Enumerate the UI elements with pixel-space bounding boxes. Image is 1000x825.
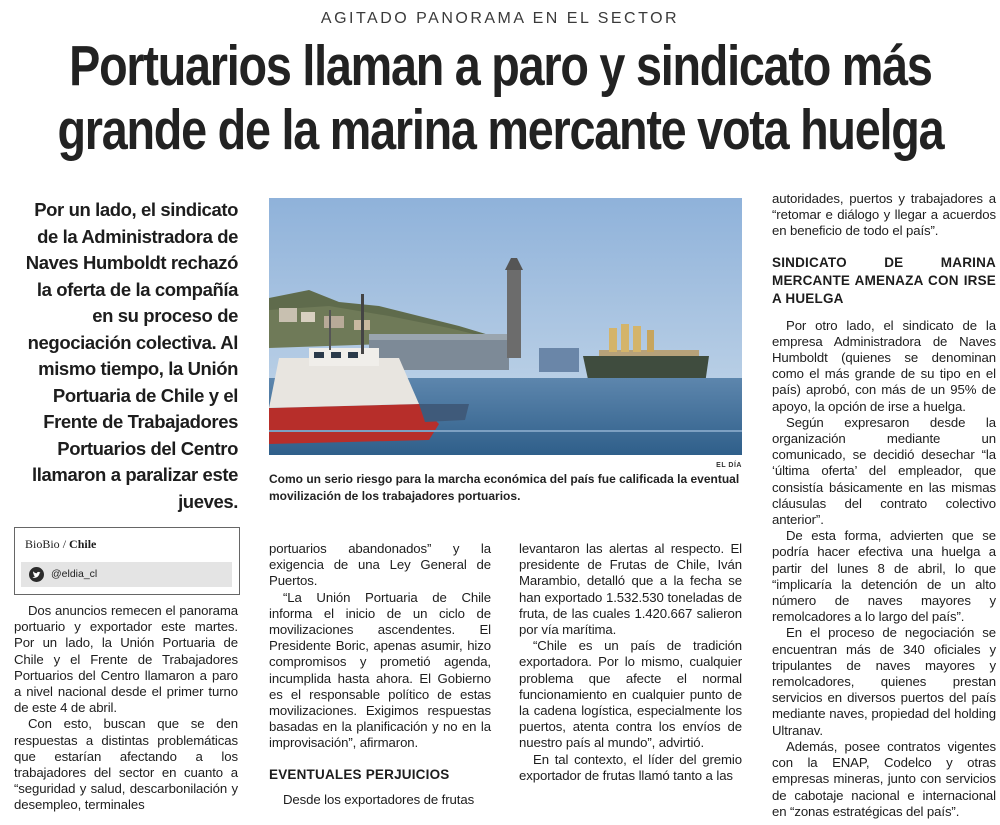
lede: Por un lado, el sindicato de la Administradora de Naves Humboldt rechazó la oferta de la compañía en su proceso de negociación colectiva. Al mismo tiempo, la Unión Portuaria de Chile y el Frente de Trabajadores Portuarios del Centro llamaron a paralizar este jueves.: [25, 199, 238, 512]
paragraph: levantaron las alertas al respecto. El presidente de Frutas de Chile, Iván Marambio, detalló que a la fecha se han exportado 1.532.530 toneladas de fruta, de las cuales 1.420.667 salieron por vía marítima.: [519, 541, 742, 638]
twitter-icon: [29, 567, 44, 582]
paragraph: “Chile es un país de tradición exportadora. Por lo mismo, cualquier problema que afecte el normal funcionamiento en cualquier punto de la cadena logística, especialmente los puertos, atenta contra los envíos de nuestro país al mundo”, advirtió.: [519, 638, 742, 751]
brand-region: Chile: [69, 537, 97, 551]
body-column-2: [269, 541, 491, 808]
twitter-handle: @eldia_cl: [51, 568, 98, 580]
brand-name: BioBio: [25, 537, 60, 551]
paragraph: En el proceso de negociación se encuentran más de 340 oficiales y tripulantes de naves mayores y remolcadores, quienes prestan servicios en diversos puertos del país mediante naves, propiedad del holding Ultranav.: [772, 625, 996, 738]
port-photo: [269, 198, 742, 455]
paragraph: portuarios abandonados” y la exigencia de una Ley General de Puertos.: [269, 541, 491, 589]
kicker: AGITADO PANORAMA EN EL SECTOR: [320, 10, 680, 27]
paragraph: Dos anuncios remecen el panorama portuario y exportador este martes. Por un lado, la Unión Portuaria de Chile y el Frente de Trabajadores Portuarios del Centro llamaron a paro a nivel nacional desde el primer turno de este 4 de abril.: [14, 603, 238, 716]
photo-credit: EL DÍA: [716, 462, 742, 469]
paragraph: De esta forma, advierten que se podría hacer efectiva una huelga a partir del lunes 8 de abril, lo que “implicaría la detención de un alto número de naves mayores y remolcadores a lo largo del país”.: [772, 528, 996, 625]
body-column-1: [14, 603, 238, 814]
paragraph: autoridades, puertos y trabajadores a “retomar e diálogo y llegar a acuerdos en beneficio de todo el país”.: [772, 191, 996, 239]
paragraph: “La Unión Portuaria de Chile informa el inicio de un ciclo de movilizaciones ascendentes. El Presidente Boric, apenas asumir, hizo compromisos y prometió agenda, incumplida hasta ahora. El Gobierno es el responsable político de estas movilizaciones. Exigimos respuestas basadas en la planificación y no en la improvisación”, afirmaron.: [269, 589, 491, 751]
section-heading-sindicato: SINDICATO DE MARINA MERCANTE AMENAZA CON IRSE A HUELGA: [772, 254, 996, 306]
body-column-3: [519, 541, 742, 784]
paragraph: Además, posee contratos vigentes con la ENAP, Codelco y otras empresas mineras, junto con servicios de cabotaje nacional e internacional en “zonas estratégicas del país”.: [772, 738, 996, 819]
section-heading-perjuicios: EVENTUALES PERJUICIOS: [269, 766, 450, 782]
paragraph: Según expresaron desde la organización mediante un comunicado, se decidió desechar “la ‘última oferta’ del empleador, que consistía básicamente en las mismas cláusulas del contrato colectivo anterior”.: [772, 414, 996, 528]
body-column-4: [772, 191, 996, 820]
paragraph: Por otro lado, el sindicato de la empresa Administradora de Naves Humboldt (quienes se denominan como el más grande de su tipo en el país) aprobó, con más de un 95% de apoyo, la opción de irse a huelga.: [772, 317, 996, 414]
headline-line-1: Portuarios llaman a paro y sindicato más: [69, 34, 932, 98]
social-box: [14, 527, 240, 595]
headline-line-2: grande de la marina mercante vota huelga: [57, 98, 944, 162]
paragraph: En tal contexto, el líder del gremio exportador de frutas llamó tanto a las: [519, 751, 742, 783]
headline: [57, 34, 944, 162]
photo-caption: Como un serio riesgo para la marcha económica del país fue calificada la eventual movilización de los trabajadores portuarios.: [269, 472, 740, 503]
paragraph: Desde los exportadores de frutas: [283, 791, 475, 807]
brand-separator: /: [62, 537, 67, 551]
paragraph: Con esto, buscan que se den respuestas a distintas problemáticas que estarían afectando a los trabajadores del sector en cuanto a “seguridad y salud, descarbonilación y desempleo, terminales: [14, 716, 238, 813]
social-brand: [25, 537, 96, 552]
twitter-handle-bar[interactable]: [21, 562, 232, 587]
